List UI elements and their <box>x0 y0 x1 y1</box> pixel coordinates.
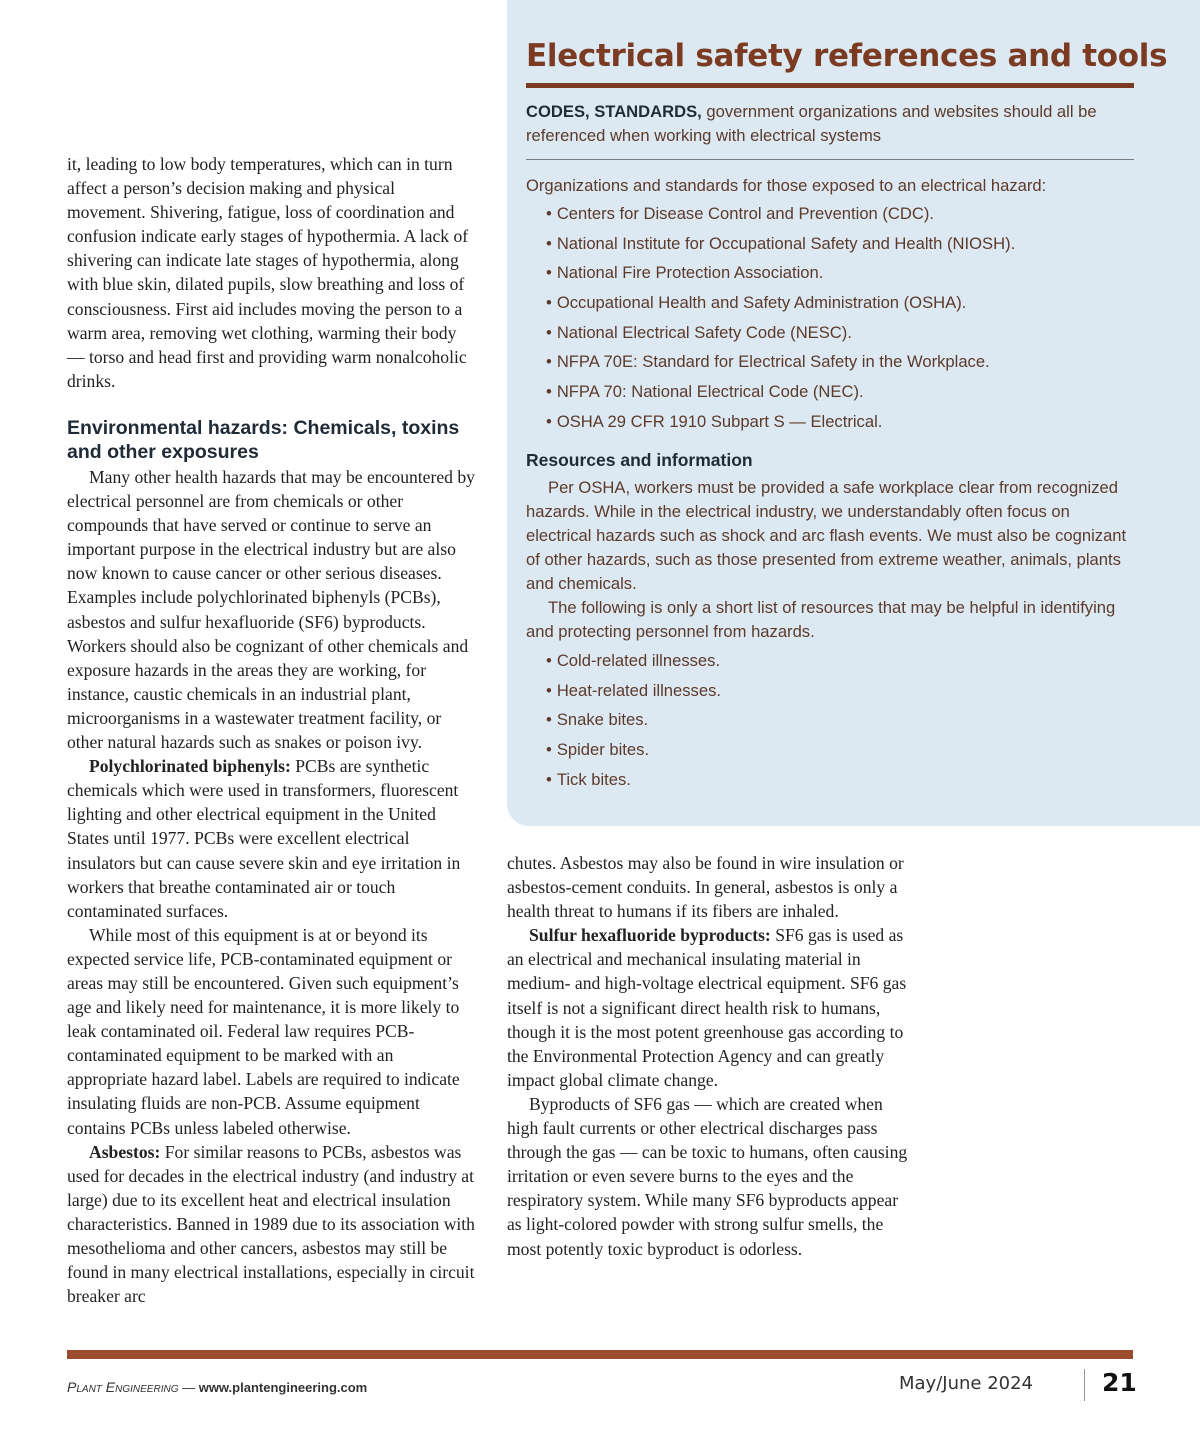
body-paragraph <box>67 754 477 923</box>
sidebar-resources-paragraph: Per OSHA, workers must be provided a safe workplace clear from recognized hazards. While in the electrical industry, we understandably often focus on electrical hazards such as shock and arc flash events. We must also be cognizant of other hazards, such as those presented from extreme weather, animals, plants and chemicals. <box>526 478 1127 593</box>
middle-column <box>507 851 917 1261</box>
issue-date: May/June 2024 <box>899 1373 1034 1394</box>
sidebar-resources-text <box>526 476 1138 644</box>
body-paragraph: While most of this equipment is at or beyond its expected service life, PCB-contaminated equipment or areas may still be encountered. Given such equipment’s age and likely need for maintenance, it is more likely to leak contaminated oil. Federal law requires PCB-contaminated equipment to be marked with an appropriate hazard label. Labels are required to indicate insulating fluids are non-PCB. Assume equipment contains PCBs unless labeled otherwise. <box>67 924 460 1138</box>
footer-rule <box>67 1350 1133 1359</box>
list-item: • Cold-related illnesses. <box>546 649 721 679</box>
body-paragraph: Many other health hazards that may be encountered by electrical personnel are from chemicals or other compounds that have served or continue to serve an important purpose in the electrical industry but are also now known to cause cancer or other serious diseases. Examples include polychlorinated biphenyls (PCBs), asbestos and sulfur hexafluoride (SF6) byproducts. Workers should also be cognizant of other chemicals and exposure hazards in the areas they are working, for instance, caustic chemicals in an industrial plant, microorganisms in a wastewater treatment facility, or other natural hazards such as snakes or poison ivy. <box>67 467 475 753</box>
list-item: • OSHA 29 CFR 1910 Subpart S — Electrical. <box>546 410 1015 440</box>
list-item: • Spider bites. <box>546 738 721 768</box>
paragraph-text: For similar reasons to PCBs, asbestos was used for decades in the electrical industry (and industry at large) due to its excellent heat and electrical insulation characteristics. Banned in 1989 due to its association with mesothelioma and other cancers, asbestos may still be found in many electrical installations, especially in circuit breaker arc <box>67 1141 475 1307</box>
footer-separator <box>1084 1369 1085 1401</box>
body-paragraph: it, leading to low body temperatures, which can in turn affect a person’s decision making and physical movement. Shivering, fatigue, loss of coordination and confusion indicate early stages of hypothermia. A lack of shivering can indicate late stages of hypothermia, along with blue skin, dilated pupils, slow breathing and loss of consciousness. First aid includes moving the person to a warm area, removing wet clothing, warming their body — torso and head first and providing warm nonalcoholic drinks. <box>67 154 469 391</box>
footer-dash: — <box>178 1380 199 1395</box>
list-item: • Heat-related illnesses. <box>546 679 721 709</box>
sidebar-resources-paragraph: The following is only a short list of resources that may be helpful in identifying and protecting personnel from hazards. <box>526 598 1116 641</box>
list-item: • NFPA 70E: Standard for Electrical Safety in the Workplace. <box>546 350 1015 380</box>
body-paragraph <box>67 1140 477 1309</box>
sidebar-divider <box>526 159 1134 160</box>
left-column-top <box>67 152 477 393</box>
run-in-head: Asbestos: <box>89 1141 161 1162</box>
run-in-head: Sulfur hexafluoride byproducts: <box>529 925 771 946</box>
left-column-body <box>67 465 477 1308</box>
list-item: • Occupational Health and Safety Administration (OSHA). <box>546 291 1015 321</box>
paragraph-text: PCBs are synthetic chemicals which were used in transformers, fluorescent lighting and other electrical equipment in the United States until 1977. PCBs were excellent electrical insulators but can cause severe skin and eye irritation in workers that breathe contaminated air or touch contaminated surfaces. <box>67 756 461 921</box>
sidebar-title: Electrical safety references and tools <box>526 38 1168 74</box>
body-paragraph <box>507 923 917 1092</box>
list-item: • National Institute for Occupational Safety and Health (NIOSH). <box>546 232 1015 262</box>
body-paragraph: chutes. Asbestos may also be found in wire insulation or asbestos-cement conduits. In general, asbestos is only a health threat to humans if its fibers are inhaled. <box>507 853 904 922</box>
list-item: • NFPA 70: National Electrical Code (NEC). <box>546 380 1015 410</box>
list-item: • Tick bites. <box>546 768 721 798</box>
footer-publication <box>67 1379 367 1395</box>
sidebar-orgs-list <box>546 202 1015 440</box>
run-in-head: Polychlorinated biphenyls: <box>89 756 291 777</box>
paragraph-text: SF6 gas is used as an electrical and mechanical insulating material in medium- and high-voltage electrical equipment. SF6 gas itself is not a significant direct health risk to humans, though it is the most potent greenhouse gas according to the Environmental Protection Agency and can greatly impact global climate change. <box>507 925 907 1090</box>
website-link[interactable]: www.plantengineering.com <box>198 1380 368 1395</box>
page-number: 21 <box>1102 1368 1137 1397</box>
sidebar-intro-bold: CODES, STANDARDS, <box>526 102 702 121</box>
list-item: • National Electrical Safety Code (NESC). <box>546 321 1015 351</box>
sidebar-resources-list <box>546 649 721 797</box>
list-item: • Snake bites. <box>546 708 721 738</box>
sidebar-intro <box>526 100 1138 148</box>
sidebar-title-rule <box>526 83 1134 88</box>
list-item: • National Fire Protection Association. <box>546 261 1015 291</box>
section-heading: Environmental hazards: Chemicals, toxins and other exposures <box>67 417 460 463</box>
list-item: • Centers for Disease Control and Prevention (CDC). <box>546 202 1015 232</box>
body-paragraph: Byproducts of SF6 gas — which are created when high fault currents or other electrical discharges pass through the gas — can be toxic to humans, often causing irritation or even severe burns to the eyes and the respiratory system. While many SF6 byproducts appear as light-colored powder with strong sulfur smells, the most potently toxic byproduct is odorless. <box>507 1093 908 1259</box>
sidebar-orgs-lead: Organizations and standards for those exposed to an electrical hazard: <box>526 176 1047 195</box>
sidebar-intro-rest: government organizations and websites should all be referenced when working with electrical systems <box>526 102 1097 145</box>
publication-name: Plant Engineering <box>67 1379 179 1395</box>
sidebar-resources-heading: Resources and information <box>526 450 753 470</box>
